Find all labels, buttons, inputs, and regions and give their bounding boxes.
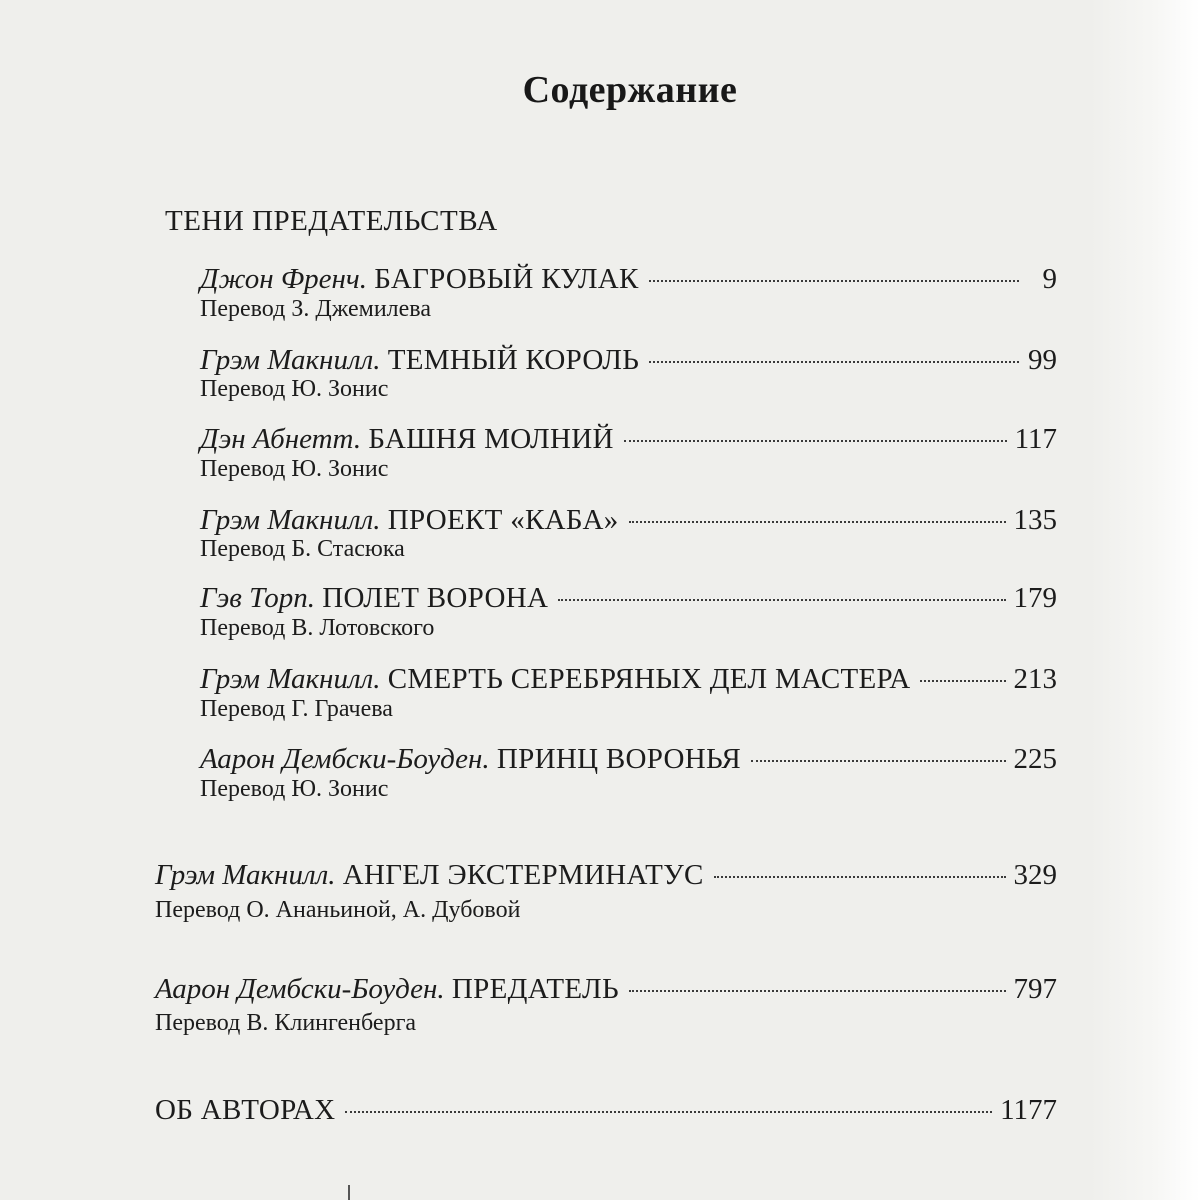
entry-author: Дэн Абнетт.	[200, 423, 362, 455]
entry-page-number: 179	[1013, 582, 1057, 614]
toc-entry	[0, 503, 1200, 537]
entry-translator: Перевод З. Джемилева	[200, 296, 431, 322]
dot-leader	[629, 990, 1006, 992]
toc-entry-line	[200, 662, 1057, 696]
toc-entry	[0, 972, 1200, 1006]
entry-page-number: 99	[1028, 344, 1057, 376]
entry-page-number: 9	[1042, 263, 1057, 295]
toc-entry-line	[200, 742, 1057, 776]
toc-entry-line	[200, 581, 1057, 615]
entry-page-number: 117	[1014, 423, 1057, 455]
dot-leader	[714, 876, 1006, 878]
entry-page-number: 135	[1013, 504, 1057, 536]
toc-entry	[0, 581, 1200, 615]
entry-page-number: 797	[1013, 973, 1057, 1005]
entry-title: ПРИНЦ ВОРОНЬЯ	[496, 743, 742, 775]
entry-author: Грэм Макнилл.	[200, 504, 381, 536]
entry-author: Аарон Дембски-Боуден.	[155, 973, 445, 1005]
entry-translator: Перевод Г. Грачева	[200, 696, 393, 722]
entry-title: АНГЕЛ ЭКСТЕРМИНАТУС	[342, 859, 704, 891]
dot-leader	[649, 280, 1019, 282]
section-title: ТЕНИ ПРЕДАТЕЛЬСТВА	[165, 205, 498, 237]
dot-leader	[345, 1111, 992, 1113]
entry-page-number: 329	[1013, 859, 1057, 891]
entry-author: Гэв Торп.	[200, 582, 315, 614]
toc-entry	[0, 343, 1200, 377]
entry-author: Грэм Макнилл.	[200, 344, 381, 376]
toc-entry	[0, 262, 1200, 296]
toc-entry-line	[200, 503, 1057, 537]
dot-leader	[624, 440, 1007, 442]
entry-title: ТЕМНЫЙ КОРОЛЬ	[387, 344, 640, 376]
entry-page-number: 225	[1013, 743, 1057, 775]
entry-title: СМЕРТЬ СЕРЕБРЯНЫХ ДЕЛ МАСТЕРА	[387, 663, 911, 695]
entry-author: Грэм Макнилл.	[155, 859, 336, 891]
entry-title: ПРЕДАТЕЛЬ	[451, 973, 619, 1005]
toc-entry	[0, 742, 1200, 776]
entry-title: ПОЛЕТ ВОРОНА	[322, 582, 549, 614]
toc-entry-line	[155, 858, 1057, 892]
toc-entry	[0, 1093, 1200, 1127]
entry-translator: Перевод О. Ананьиной, А. Дубовой	[155, 897, 521, 923]
entry-title: БАШНЯ МОЛНИЙ	[368, 423, 614, 455]
entry-page-number: 213	[1013, 663, 1057, 695]
toc-entry	[0, 858, 1200, 892]
dot-leader	[649, 361, 1019, 363]
entry-title: БАГРОВЫЙ КУЛАК	[374, 263, 639, 295]
entry-translator: Перевод Ю. Зонис	[200, 376, 389, 402]
toc-entry-line	[200, 262, 1057, 296]
entry-page-number: 1177	[1000, 1094, 1057, 1126]
toc-entry-line	[200, 422, 1057, 456]
entry-translator: Перевод Ю. Зонис	[200, 456, 389, 482]
toc-entry	[0, 662, 1200, 696]
entry-author: Грэм Макнилл.	[200, 663, 381, 695]
toc-entry-line	[155, 1093, 1057, 1127]
entry-title: ПРОЕКТ «КАБА»	[387, 504, 619, 536]
toc-entry	[0, 422, 1200, 456]
entry-title: ОБ АВТОРАХ	[155, 1094, 336, 1126]
entry-translator: Перевод В. Лотовского	[200, 615, 435, 641]
dot-leader	[558, 599, 1005, 601]
entry-author: Джон Френч.	[200, 263, 368, 295]
toc-entry-line	[200, 343, 1057, 377]
dot-leader	[629, 521, 1006, 523]
entry-author: Аарон Дембски-Боуден.	[200, 743, 490, 775]
entry-translator: Перевод Б. Стасюка	[200, 536, 405, 562]
toc-entry-line	[155, 972, 1057, 1006]
entry-translator: Перевод В. Клингенберга	[155, 1010, 417, 1036]
dot-leader	[920, 680, 1005, 682]
entry-translator: Перевод Ю. Зонис	[200, 776, 389, 802]
dot-leader	[751, 760, 1005, 762]
scan-mark	[348, 1185, 350, 1200]
toc-title: Содержание	[522, 69, 738, 111]
